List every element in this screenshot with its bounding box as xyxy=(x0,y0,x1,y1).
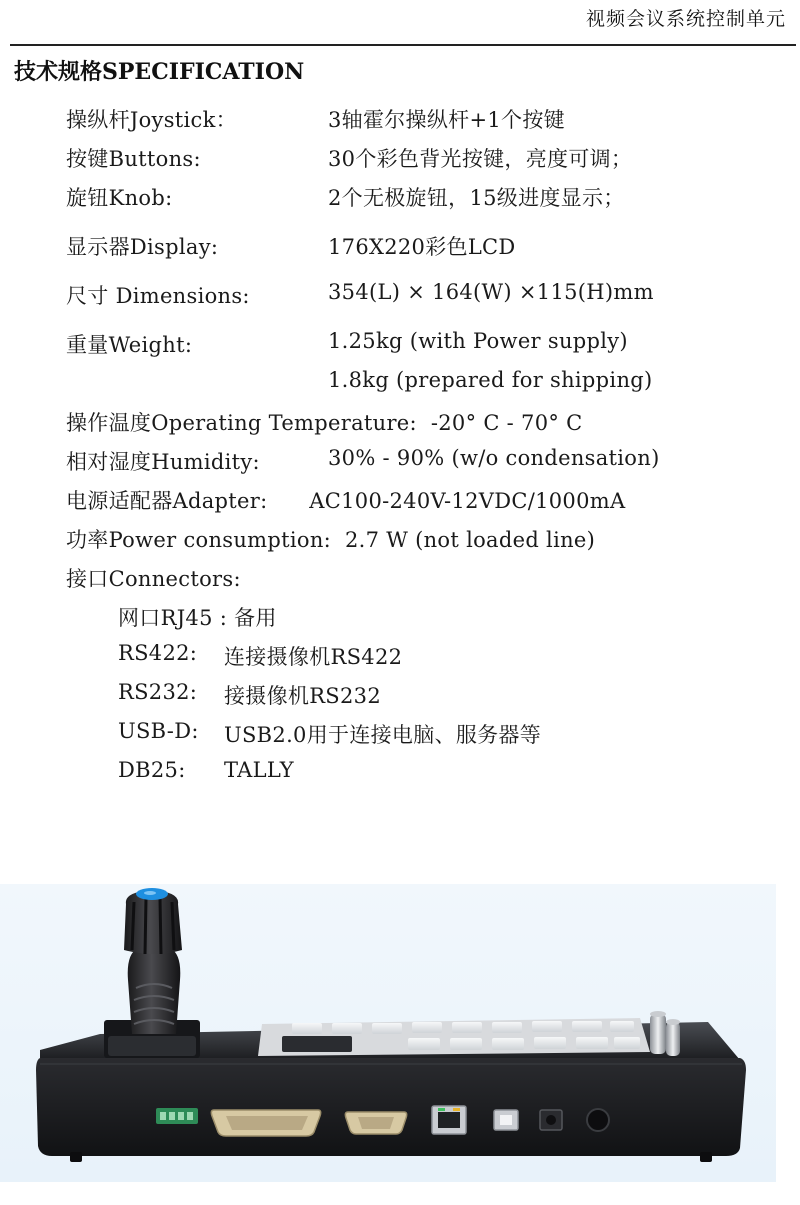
spec-label: 接口Connectors: xyxy=(66,567,241,591)
spec-row-joystick xyxy=(66,104,565,134)
header-divider xyxy=(10,44,796,46)
connector-value: TALLY xyxy=(224,758,294,782)
connector-row-rs232 xyxy=(118,680,381,708)
spec-label: 显示器Display: xyxy=(66,235,219,259)
spec-row-weight xyxy=(66,329,628,359)
connector-value: 连接摄像机RS422 xyxy=(224,645,403,669)
product-photo xyxy=(0,884,776,1182)
spec-value: 3轴霍尔操纵杆+1个按键 xyxy=(328,108,565,132)
spec-row-power xyxy=(66,524,595,554)
controller-rear-view-illustration xyxy=(0,884,776,1182)
power-switch xyxy=(587,1109,609,1131)
spec-value: 30% - 90% (w/o condensation) xyxy=(328,446,660,470)
spec-row-temperature xyxy=(66,407,583,437)
spec-value: 354(L) × 164(W) ×115(H)mm xyxy=(328,280,654,304)
spec-label: 尺寸 Dimensions: xyxy=(66,284,250,308)
spec-label: 操作温度Operating Temperature: -20° C - 70° C xyxy=(66,411,583,435)
right-foot xyxy=(700,1152,712,1162)
connector-label: RS422: xyxy=(118,641,198,665)
connector-value: USB2.0用于连接电脑、服务器等 xyxy=(224,723,542,747)
connector-label: USB-D: xyxy=(118,719,199,743)
spec-label: 功率Power consumption: 2.7 W (not loaded line) xyxy=(66,528,596,552)
spec-row-adapter xyxy=(66,485,625,515)
spec-label: 按键Buttons: xyxy=(66,147,201,171)
spec-row-dimensions xyxy=(66,280,654,310)
connector-row-db25 xyxy=(118,758,294,782)
joystick xyxy=(104,888,200,1058)
page-header-title: 视频会议系统控制单元 xyxy=(585,8,786,30)
left-foot xyxy=(70,1152,82,1162)
spec-label: 旋钮Knob: xyxy=(66,186,173,210)
lcd-screen xyxy=(282,1036,352,1052)
section-title: 技术规格SPECIFICATION xyxy=(14,59,305,85)
spec-value: 176X220彩色LCD xyxy=(328,235,516,259)
spec-label: 重量Weight: xyxy=(66,333,193,357)
connector-label: DB25: xyxy=(118,758,186,782)
connector-value: 接摄像机RS232 xyxy=(224,684,381,708)
spec-value: 2个无极旋钮，15级进度显示； xyxy=(328,186,625,210)
spec-row-buttons xyxy=(66,143,633,173)
spec-label: 操纵杆Joystick： xyxy=(66,108,237,132)
spec-row-connectors xyxy=(66,563,241,593)
spec-value: 1.8kg (prepared for shipping) xyxy=(328,368,653,392)
spec-row-humidity xyxy=(66,446,660,476)
connector-row-rs422 xyxy=(118,641,403,669)
spec-value: 30个彩色背光按键，亮度可调； xyxy=(328,147,633,171)
rotary-knobs xyxy=(650,1011,680,1056)
controller-body xyxy=(36,1058,746,1156)
connector-row-usb xyxy=(118,719,542,747)
spec-label: 电源适配器Adapter: AC100-240V-12VDC/1000mA xyxy=(66,489,626,513)
connector-label: RS232: xyxy=(118,680,198,704)
spec-row-knob xyxy=(66,182,625,212)
connector-row-rj45 xyxy=(118,602,277,632)
connector-label: 网口RJ45 : 备用 xyxy=(118,606,277,630)
spec-value: 1.25kg (with Power supply) xyxy=(328,329,628,353)
spec-row-display xyxy=(66,231,516,261)
spec-label: 相对湿度Humidity: xyxy=(66,450,260,474)
